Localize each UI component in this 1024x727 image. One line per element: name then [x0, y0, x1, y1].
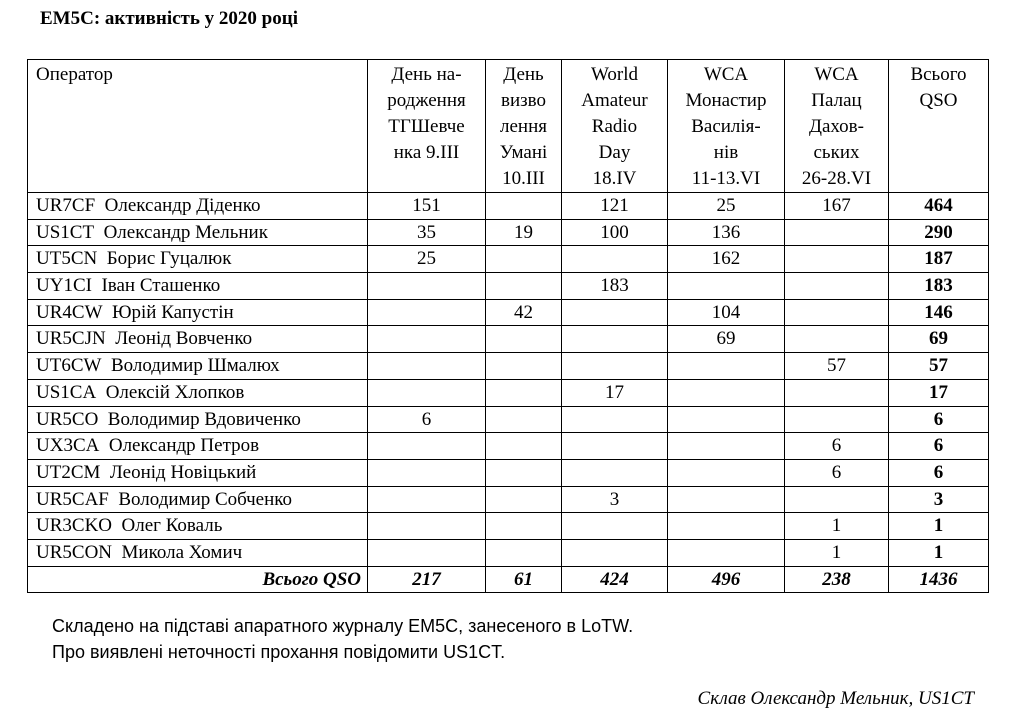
qso-cell: 167: [785, 193, 889, 220]
header-column: [562, 60, 668, 193]
header-column: [368, 60, 486, 193]
operator-callsign: US1CT: [36, 221, 95, 243]
qso-cell: 1: [785, 513, 889, 540]
qso-cell: [486, 513, 562, 540]
qso-cell: [368, 273, 486, 300]
qso-cell: [785, 379, 889, 406]
operator-name: Володимир Собченко: [118, 488, 293, 510]
operator-name: Борис Гуцалюк: [106, 248, 232, 270]
qso-cell: 6: [785, 459, 889, 486]
qso-cell: [785, 219, 889, 246]
table-row: [28, 193, 989, 220]
table-row: [28, 406, 989, 433]
operator-callsign: US1CA: [36, 381, 97, 403]
qso-cell: 57: [785, 353, 889, 380]
table-row: [28, 246, 989, 273]
table-body: [28, 193, 989, 567]
qso-cell: [486, 326, 562, 353]
operator-callsign: UX3CA: [36, 435, 100, 457]
qso-cell: [486, 246, 562, 273]
header-line: Умані: [499, 142, 548, 163]
qso-cell: 69: [668, 326, 785, 353]
qso-cell: 162: [668, 246, 785, 273]
header-line: Монастир: [685, 90, 767, 111]
header-column: [785, 60, 889, 193]
operator-name: Володимир Шмалюх: [110, 355, 280, 377]
operator-name: Іван Сташенко: [101, 275, 221, 297]
row-total: 290: [889, 219, 989, 246]
operator-callsign: UR7CF: [36, 195, 96, 216]
header-line: нів: [713, 142, 739, 163]
note-line: Складено на підставі апаратного журналу EM5C, занесеного в LoTW.: [52, 616, 634, 636]
qso-cell: [562, 299, 668, 326]
row-total: 3: [889, 486, 989, 513]
row-total: 17: [889, 379, 989, 406]
qso-cell: 104: [668, 299, 785, 326]
operator-name: Олег Коваль: [121, 515, 223, 537]
qso-cell: 42: [486, 299, 562, 326]
qso-cell: 121: [562, 193, 668, 220]
qso-cell: [486, 379, 562, 406]
table-row: [28, 379, 989, 406]
qso-cell: [562, 246, 668, 273]
operator-name: Олександр Діденко: [104, 195, 261, 216]
table-row: [28, 299, 989, 326]
notes: [52, 613, 633, 665]
qso-cell: [668, 539, 785, 566]
qso-cell: [668, 379, 785, 406]
row-total: 6: [889, 406, 989, 433]
operator-callsign: UT5CN: [36, 248, 98, 270]
table-row: [28, 539, 989, 566]
table-footer-row: [28, 566, 989, 592]
footer-label: Всього QSO: [28, 566, 368, 592]
operator-cell: [28, 433, 368, 460]
header-line: День на-: [391, 64, 462, 85]
qso-cell: 6: [368, 406, 486, 433]
header-line: День: [503, 64, 544, 85]
qso-cell: [785, 273, 889, 300]
operator-cell: [28, 406, 368, 433]
operator-cell: [28, 513, 368, 540]
qso-cell: 19: [486, 219, 562, 246]
operator-callsign: UY1CI: [36, 275, 92, 297]
qso-cell: [785, 406, 889, 433]
header-line: родження: [387, 90, 466, 111]
qso-cell: 6: [785, 433, 889, 460]
qso-cell: [368, 299, 486, 326]
operator-cell: [28, 273, 368, 300]
operator-cell: [28, 353, 368, 380]
activity-table: [27, 59, 989, 593]
operator-cell: [28, 299, 368, 326]
table-row: [28, 486, 989, 513]
operator-name: Микола Хомич: [121, 541, 243, 563]
header-line: ських: [813, 142, 860, 163]
qso-cell: 100: [562, 219, 668, 246]
operator-cell: [28, 539, 368, 566]
qso-cell: 3: [562, 486, 668, 513]
operator-callsign: UR5CAF: [36, 488, 109, 510]
qso-cell: 183: [562, 273, 668, 300]
operator-cell: [28, 193, 368, 220]
header-column: [668, 60, 785, 193]
qso-cell: [785, 326, 889, 353]
header-line: Amateur: [581, 90, 648, 111]
qso-cell: 25: [368, 246, 486, 273]
header-line: нка 9.III: [393, 142, 460, 163]
operator-name: Юрій Капустін: [112, 301, 234, 323]
qso-cell: [785, 486, 889, 513]
operator-cell: [28, 326, 368, 353]
qso-cell: [785, 299, 889, 326]
qso-cell: 1: [785, 539, 889, 566]
qso-cell: [562, 539, 668, 566]
table-row: [28, 433, 989, 460]
row-total: 464: [889, 193, 989, 220]
table-row: [28, 513, 989, 540]
footer-cell: 424: [562, 566, 668, 592]
operator-name: Олексій Хлопков: [105, 381, 245, 403]
row-total: 187: [889, 246, 989, 273]
row-total: 69: [889, 326, 989, 353]
header-line: лення: [500, 116, 547, 137]
header-line: Оператор: [36, 64, 113, 85]
qso-cell: [368, 513, 486, 540]
header-line: ТГШевче: [388, 116, 465, 137]
header-line: World: [590, 64, 639, 85]
operator-cell: [28, 219, 368, 246]
operator-callsign: UT6CW: [36, 355, 102, 377]
qso-cell: [562, 459, 668, 486]
row-total: 1: [889, 513, 989, 540]
header-line: визво: [501, 90, 546, 111]
qso-cell: [668, 353, 785, 380]
qso-cell: [368, 486, 486, 513]
qso-cell: [368, 379, 486, 406]
operator-name: Леонід Новіцький: [109, 461, 257, 483]
row-total: 146: [889, 299, 989, 326]
note-line: Про виявлені неточності прохання повідомити US1CT.: [52, 642, 506, 662]
qso-cell: [368, 353, 486, 380]
qso-cell: [562, 353, 668, 380]
header-line: QSO: [919, 90, 958, 111]
page-title: EM5C: активність у 2020 році: [40, 8, 298, 29]
header-line: 10.III: [502, 168, 545, 189]
qso-cell: [668, 406, 785, 433]
qso-cell: [486, 273, 562, 300]
qso-cell: [486, 406, 562, 433]
qso-cell: [368, 539, 486, 566]
qso-cell: [368, 459, 486, 486]
qso-cell: [562, 326, 668, 353]
qso-cell: [486, 193, 562, 220]
qso-cell: [486, 433, 562, 460]
qso-cell: [668, 459, 785, 486]
operator-cell: [28, 246, 368, 273]
qso-cell: [486, 539, 562, 566]
footer-cell: 496: [668, 566, 785, 592]
row-total: 6: [889, 459, 989, 486]
qso-cell: [562, 406, 668, 433]
operator-callsign: UR5CON: [36, 541, 113, 563]
qso-cell: [668, 273, 785, 300]
qso-cell: [668, 433, 785, 460]
operator-cell: [28, 459, 368, 486]
qso-cell: [486, 353, 562, 380]
header-line: 18.IV: [592, 168, 637, 189]
qso-cell: [785, 246, 889, 273]
header-column: [486, 60, 562, 193]
qso-cell: [368, 433, 486, 460]
header-line: 11-13.VI: [691, 168, 761, 189]
header-line: Radio: [591, 116, 638, 137]
qso-cell: [668, 513, 785, 540]
header-line: Дахов-: [809, 116, 864, 137]
qso-cell: [486, 486, 562, 513]
footer-grand-total: 1436: [889, 566, 989, 592]
row-total: 6: [889, 433, 989, 460]
table-row: [28, 459, 989, 486]
qso-cell: 136: [668, 219, 785, 246]
operator-cell: [28, 379, 368, 406]
operator-callsign: UR3CKO: [36, 515, 113, 537]
header-line: Палац: [811, 90, 862, 111]
operator-callsign: UR4CW: [36, 301, 103, 323]
qso-cell: [668, 486, 785, 513]
footer-cell: 238: [785, 566, 889, 592]
qso-cell: 25: [668, 193, 785, 220]
qso-cell: [562, 513, 668, 540]
qso-cell: 17: [562, 379, 668, 406]
qso-cell: [486, 459, 562, 486]
operator-cell: [28, 486, 368, 513]
operator-callsign: UR5CO: [36, 408, 99, 430]
header-line: WCA: [814, 64, 859, 85]
qso-cell: [368, 326, 486, 353]
header-line: WCA: [703, 64, 749, 85]
table-row: [28, 326, 989, 353]
operator-callsign: UR5CJN: [36, 328, 106, 350]
operator-name: Володимир Вдовиченко: [107, 408, 301, 430]
table-row: [28, 353, 989, 380]
header-operator: [28, 60, 368, 193]
signature: Склав Олександр Мельник, US1CT: [697, 688, 974, 709]
row-total: 183: [889, 273, 989, 300]
operator-callsign: UT2CM: [36, 461, 101, 483]
header-line: 26-28.VI: [801, 168, 872, 189]
operator-name: Олександр Петров: [108, 435, 260, 457]
table-row: [28, 273, 989, 300]
qso-cell: 151: [368, 193, 486, 220]
header-line: Всього: [910, 64, 967, 85]
operator-name: Олександр Мельник: [103, 221, 268, 243]
row-total: 57: [889, 353, 989, 380]
row-total: 1: [889, 539, 989, 566]
footer-cell: 61: [486, 566, 562, 592]
header-line: Василія-: [691, 116, 761, 137]
footer-cell: 217: [368, 566, 486, 592]
operator-name: Леонід Вовченко: [115, 328, 253, 350]
table-row: [28, 219, 989, 246]
qso-cell: [562, 433, 668, 460]
header-line: Day: [598, 142, 631, 163]
qso-cell: 35: [368, 219, 486, 246]
header-column: [889, 60, 989, 193]
table-header-row: [28, 60, 989, 193]
